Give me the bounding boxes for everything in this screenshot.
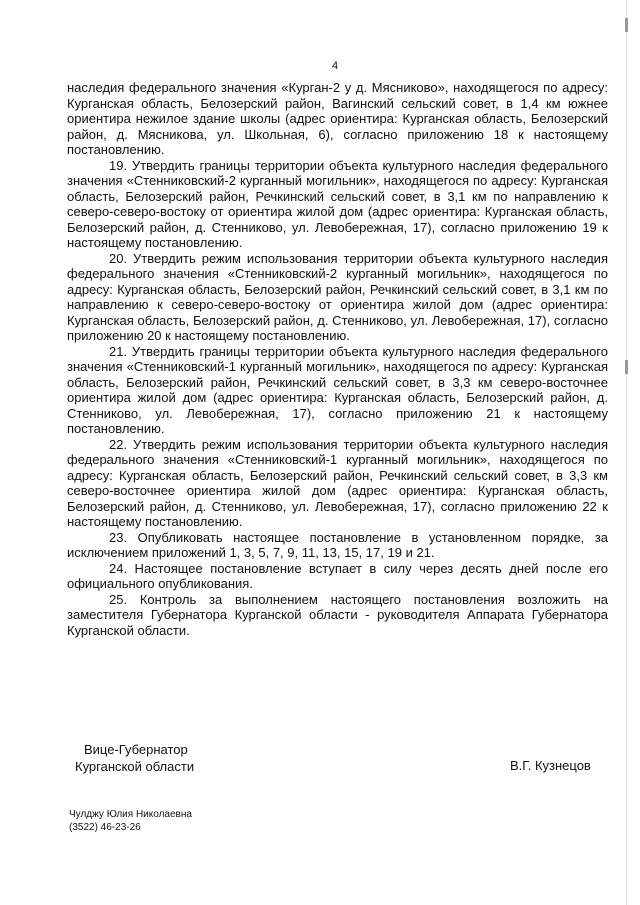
document-body — [67, 80, 608, 638]
paragraph-24: 24. Настоящее постановление вступает в силу через десять дней после его официального опубликования. — [67, 560, 608, 591]
signatory-name: В.Г. Кузнецов — [510, 758, 591, 773]
paragraph-23: 23. Опубликовать настоящее постановление в установленном порядке, за исключением приложений 1, 3, 5, 7, 9, 11, 13, 15, 17, 19 и 21. — [67, 529, 608, 560]
signature-title: Вице-Губернатор — [84, 742, 188, 757]
paragraph-22: 22. Утвердить режим использования территории объекта культурного наследия федерального значения «Стенниковский-1 курганный могильник», находящегося по адресу: Курганская область, Белозерский район, Речкинский сельский совет, в 3,3 км северо-восточнее ориентира жилой дом (адрес ориентира: Курганская область, Белозерский район, д. Стенниково, ул. Левобережная, 17), согласно приложению 22 к настоящему постановлению. — [67, 436, 608, 529]
scan-edge-line — [626, 0, 627, 905]
executor-name: Чулджу Юлия Николаевна — [69, 809, 192, 820]
paragraph-19: 19. Утвердить границы территории объекта культурного наследия федерального значения «Стенниковский-2 курганный могильник», находящегося по адресу: Курганская область, Белозерский район, Речкинский сельский совет, в 3,1 км по направлению к северо-северо-востоку от ориентира жилой дом (адрес ориентира: Курганская область, Белозерский район, д. Стенниково, ул. Левобережная, 17), согласно приложению 19 к настоящему постановлению. — [67, 157, 608, 250]
signature-region: Курганской области — [75, 759, 195, 774]
signature-block — [75, 741, 194, 775]
scan-edge-mark — [625, 18, 628, 32]
executor-phone: (3522) 46-23-26 — [69, 822, 141, 833]
scan-edge-mark — [625, 360, 628, 374]
paragraph-continuation: наследия федерального значения «Курган-2 у д. Мясниково», находящегося по адресу: Курганская область, Белозерский район, Вагинский сельский совет, в 1,4 км южнее ориентира нежилое здание школы (адрес ориентира: Курганская область, Белозерский район, д. Мясникова, ул. Школьная, 6), согласно приложению 18 к настоящему постановлению. — [67, 80, 608, 157]
executor-info — [69, 808, 192, 834]
paragraph-25: 25. Контроль за выполнением настоящего постановления возложить на заместителя Губернатора Курганской области - руководителя Аппарата Губернатора Курганской области. — [67, 591, 608, 638]
paragraph-21: 21. Утвердить границы территории объекта культурного наследия федерального значения «Стенниковский-1 курганный могильник», находящегося по адресу: Курганская область, Белозерский район, Речкинский сельский совет, в 3,3 км северо-восточнее ориентира жилой дом (адрес ориентира: Курганская область, Белозерский район, д. Стенниково, ул. Левобережная, 17), согласно приложению 21 к настоящему постановлению. — [67, 343, 608, 436]
paragraph-20: 20. Утвердить режим использования территории объекта культурного наследия федерального значения «Стенниковский-2 курганный могильник», находящегося по адресу: Курганская область, Белозерский район, Речкинский сельский совет, в 3,1 км по направлению к северо-северо-востоку от ориентира жилой дом (адрес ориентира: Курганская область, Белозерский район, д. Стенниково, ул. Левобережная, 17), согласно приложению 20 к настоящему постановлению. — [67, 250, 608, 343]
page-number: 4 — [331, 60, 339, 72]
